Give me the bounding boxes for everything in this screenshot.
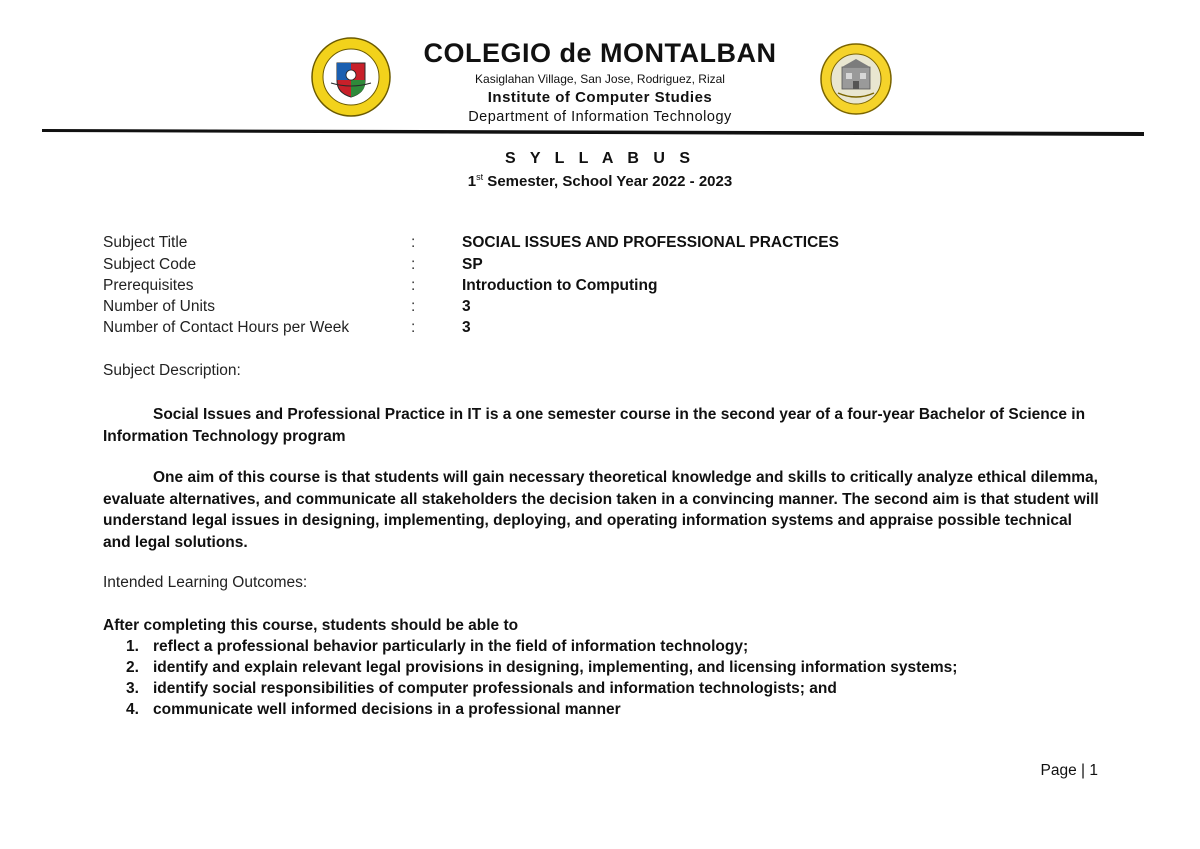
info-colon: :: [411, 298, 416, 315]
info-colon: :: [411, 256, 416, 273]
description-paragraph-1-text: Social Issues and Professional Practice in IT is a one semester course in the second year of a four-year Bachelor of Science in Information Technology program: [103, 406, 1086, 445]
list-item-number: 1.: [126, 638, 139, 655]
info-label: Number of Units: [103, 298, 215, 315]
college-name: COLEGIO de MONTALBAN: [423, 38, 777, 68]
semester-text: Semester, School Year 2022 - 2023: [483, 173, 733, 190]
info-value: SOCIAL ISSUES AND PROFESSIONAL PRACTICES: [462, 234, 839, 251]
list-item: [103, 699, 1103, 720]
info-colon: :: [411, 277, 416, 294]
outcomes-list: [103, 636, 1103, 720]
institute-name: Institute of Computer Studies: [487, 89, 713, 106]
list-item-text: identify social responsibilities of computer professionals and information technologists; and: [153, 680, 837, 697]
description-paragraph-2: [103, 467, 1103, 553]
info-value: 3: [462, 298, 471, 315]
info-value: 3: [462, 319, 471, 336]
info-label: Number of Contact Hours per Week: [103, 319, 350, 336]
list-item: [103, 678, 1103, 699]
info-value: Introduction to Computing: [462, 277, 658, 294]
info-label: Subject Title: [103, 234, 188, 251]
list-item: [103, 636, 1103, 657]
department-name: Department of Information Technology: [468, 109, 732, 125]
info-colon: :: [411, 234, 416, 251]
outcomes-intro: After completing this course, students should be able to: [103, 617, 519, 634]
info-colon: :: [411, 319, 416, 336]
college-address: Kasiglahan Village, San Jose, Rodriguez, Rizal: [475, 72, 725, 86]
semester-ordinal-suffix: st: [476, 172, 484, 182]
outcomes-heading: Intended Learning Outcomes:: [103, 574, 308, 591]
list-item-text: reflect a professional behavior particularly in the field of information technology;: [153, 638, 749, 655]
semester-line: [0, 172, 1200, 190]
list-item-number: 4.: [126, 701, 139, 718]
info-label: Subject Code: [103, 256, 197, 273]
header-divider: [42, 127, 1144, 137]
semester-ordinal: 1: [467, 173, 477, 190]
info-row-units: [103, 298, 1103, 319]
list-item-text: communicate well informed decisions in a professional manner: [153, 701, 621, 718]
description-paragraph-2-text: One aim of this course is that students will gain necessary theoretical knowledge and skills to critically analyze ethical dilemma, evaluate alternatives, and communicate all stakeholders the decision taken in a convincing manner. The second aim is that student will understand legal issues in designing, implementing, deploying, and operating information systems and appraise possible technical and legal solutions.: [103, 469, 1099, 551]
list-item-text: identify and explain relevant legal provisions in designing, implementing, and licensing information systems;: [153, 659, 958, 676]
info-value: SP: [462, 256, 483, 273]
info-row-subject-code: [103, 256, 1103, 277]
description-heading: Subject Description:: [103, 362, 241, 379]
syllabus-title: S Y L L A B U S: [505, 150, 695, 167]
list-item-number: 3.: [126, 680, 139, 697]
info-label: Prerequisites: [103, 277, 194, 294]
info-row-contact-hours: [103, 319, 1103, 340]
page-number: Page | 1: [1040, 762, 1098, 779]
list-item-number: 2.: [126, 659, 139, 676]
list-item: [103, 657, 1103, 678]
info-row-prerequisites: [103, 277, 1103, 298]
info-row-subject-title: [103, 234, 1103, 255]
description-paragraph-1: [103, 404, 1103, 447]
